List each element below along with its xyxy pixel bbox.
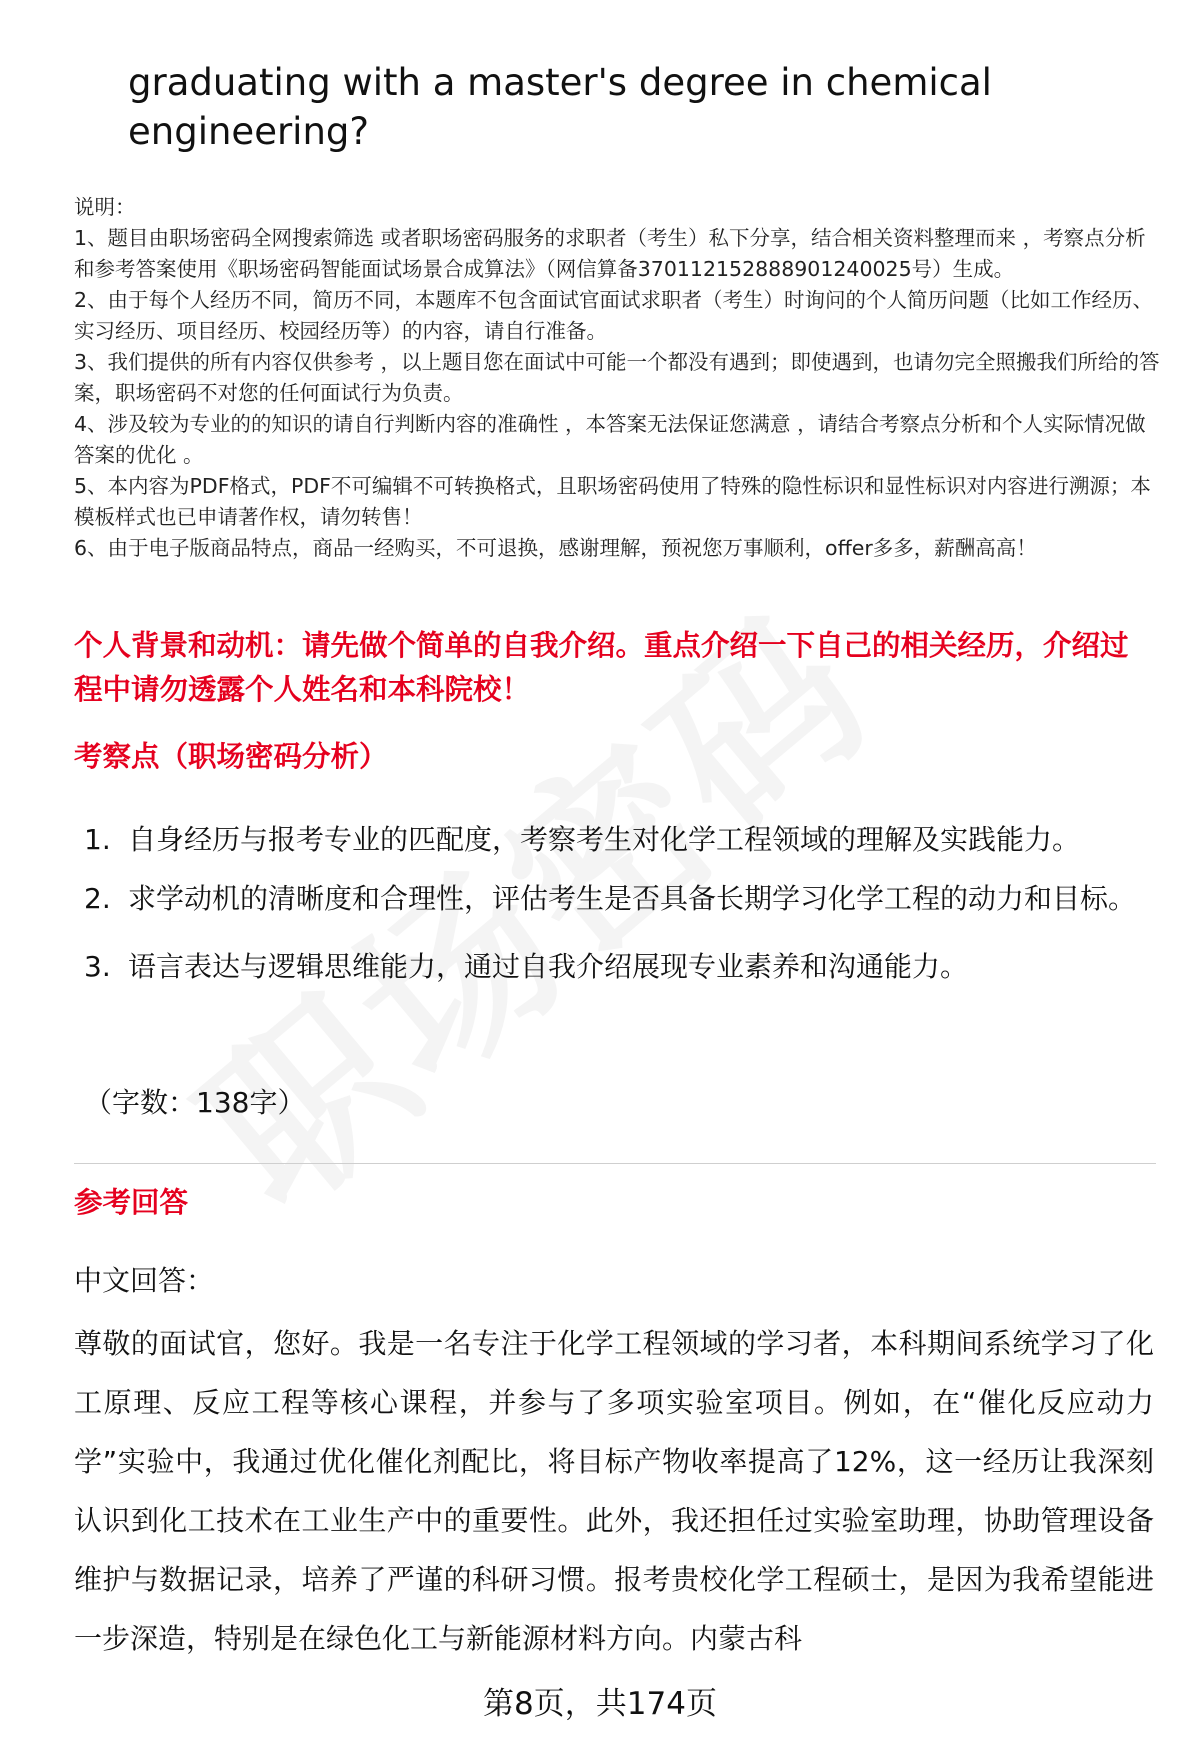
section-divider [74, 1163, 1156, 1164]
analysis-heading: 考察点（职场密码分析） [74, 740, 388, 773]
notes-item: 6、由于电子版商品特点，商品一经购买，不可退换，感谢理解，预祝您万事顺利，offer多多，薪酬高高！ [74, 536, 1037, 560]
notes-item: 4、涉及较为专业的的知识的请自行判断内容的准确性 ，本答案无法保证您满意 ，请结合考察点分析和个人实际情况做答案的优化 。 [74, 412, 1146, 467]
word-count: （字数：138字） [84, 1086, 306, 1119]
analysis-point [80, 810, 1150, 869]
notes-item: 2、由于每个人经历不同，简历不同，本题库不包含面试官面试求职者（考生）时询问的个人简历问题（比如工作经历、实习经历、项目经历、校园经历等）的内容，请自行准备。 [74, 288, 1154, 343]
point-text: 自身经历与报考专业的匹配度，考察考生对化学工程领域的理解及实践能力。 [128, 823, 1081, 856]
analysis-point [80, 869, 1150, 928]
reference-heading: 参考回答 [74, 1186, 189, 1219]
answer-text: 尊敬的面试官，您好。我是一名专注于化学工程领域的学习者，本科期间系统学习了化工原理、反应工程等核心课程，并参与了多项实验室项目。例如，在“催化反应动力学”实验中，我通过优化催化剂配比，将目标产物收率提高了12%，这一经历让我深刻认识到化工技术在工业生产中的重要性。此外，我还担任过实验室助理，协助管理设备维护与数据记录，培养了严谨的科研习惯。报考贵校化学工程硕士，是因为我希望能进一步深造，特别是在绿色化工与新能源材料方向。内蒙古科 [74, 1327, 1154, 1655]
point-number: 3. [84, 950, 111, 983]
analysis-points-list [80, 810, 1150, 996]
answer-label: 中文回答： [74, 1264, 215, 1297]
point-text: 语言表达与逻辑思维能力，通过自我介绍展现专业素养和沟通能力。 [128, 950, 969, 983]
page-number: 第8页，共174页 [483, 1686, 717, 1722]
point-number: 2. [84, 882, 111, 915]
notes-title: 说明： [74, 195, 136, 219]
point-text: 求学动机的清晰度和合理性，评估考生是否具备长期学习化学工程的动力和目标。 [128, 882, 1137, 915]
analysis-point [80, 937, 1150, 996]
notes-item: 1、题目由职场密码全网搜索筛选 或者职场密码服务的求职者（考生）私下分享，结合相关资料整理而来 ，考察点分析和参考答案使用《职场密码智能面试场景合成算法》（网信算备370112152888901240025号）生成。 [74, 226, 1146, 281]
point-number: 1. [84, 823, 111, 856]
question-heading: 个人背景和动机：请先做个简单的自我介绍。重点介绍一下自己的相关经历，介绍过程中请勿透露个人姓名和本科院校！ [74, 629, 1129, 706]
notes-item: 3、我们提供的所有内容仅供参考 ，以上题目您在面试中可能一个都没有遇到；即使遇到，也请勿完全照搬我们所给的答案，职场密码不对您的任何面试行为负责。 [74, 350, 1160, 405]
notes-section [74, 192, 1164, 564]
question-text-continued: graduating with a master's degree in chemical engineering? [128, 61, 992, 153]
notes-item: 5、本内容为PDF格式，PDF不可编辑不可转换格式，且职场密码使用了特殊的隐性标识和显性标识对内容进行溯源；本模板样式也已申请著作权，请勿转售！ [74, 474, 1151, 529]
